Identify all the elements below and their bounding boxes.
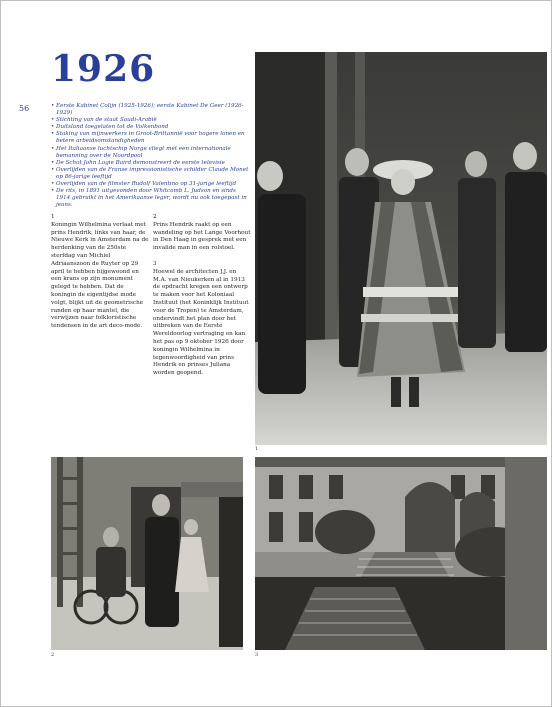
paragraph-text: Prins Hendrik raakt op een wandeling op het Lange Voorhout in Den Haag in gesprek met een invalide man in een rolstoel.: [153, 221, 251, 252]
photo-prince-wheelchair: [51, 457, 243, 650]
event-item: • Eerste Kabinet Colijn (1925-1926); eerste Kabinet De Geer (1926-1929): [51, 103, 251, 117]
paragraph-number: 1: [51, 214, 55, 220]
year-heading: 1926: [51, 48, 156, 90]
paragraph-text: Hoewel de architecten J.J. en M.A. van Nieukerken al in 1913 de opdracht kregen een ontwerp te maken voor het Koloniaal Instituut (het Koninklijk Instituut voor de Tropen) te Amsterdam, ondervindt het plan door het uitbreken van de Eerste Wereldoorlog vertraging en kan het pas op 9 oktober 1926 door koningin Wilhelmina in tegenwoordigheid van prins Hendrik en prinses Juliana worden geopend.: [153, 268, 249, 377]
text-column-left: [51, 214, 149, 339]
photo-koloniaal-instituut: [255, 457, 547, 650]
event-item: • De Schot John Logie Baird demonstreert de eerste televisie: [51, 160, 251, 167]
text-column-right: [153, 214, 251, 386]
event-item: • Overlijden van de Franse impressionistische schilder Claude Monet op 86-jarige leeftijd: [51, 167, 251, 181]
paragraph-number: 3: [153, 260, 157, 267]
paragraph-2: [153, 214, 251, 253]
event-item: • Het Italiaanse luchtschip Norge vliegt met een internationale bemanning over de Noordpool: [51, 146, 251, 160]
event-item: • Overlijden van de filmster Rudolf Valentino op 31-jarige leeftijd: [51, 181, 251, 188]
photo-caption-3: 3: [255, 652, 259, 658]
paragraph-1: [51, 214, 149, 331]
event-item: • Duitsland toegelaten tot de Volkenbond: [51, 124, 251, 131]
event-item: • Stichting van de staat Saudi-Arabië: [51, 117, 251, 124]
event-item: • Staking van mijnwerkers in Groot-Brittannië voor hogere lonen en betere arbeidsomstandigheden: [51, 131, 251, 145]
events-list: [51, 103, 251, 209]
paragraph-number: 2: [153, 214, 157, 220]
event-item: • De rits, in 1891 uitgevonden door Whitcomb L. Judson en sinds 1914 gebruikt in het Amerikaanse leger, wordt nu ook toegepast in jeans.: [51, 188, 251, 209]
photo-queen-leaving-church: [255, 52, 547, 445]
paragraph-3: [153, 261, 251, 378]
photo-caption-2: 2: [51, 652, 55, 658]
page-number: 56: [19, 104, 30, 113]
photo-caption-1: 1: [255, 446, 259, 452]
paragraph-text: Koningin Wilhelmina verlaat met prins Hendrik, links van haar, de Nieuwe Kerk in Amsterdam na de herdenking van de 250ste sterfdag van Michiel Adriaanszoon de Ruyter op 29 april te hebben bijgewoond en een krans op zijn monument gelegd te hebben. Dat de koningin de eigentijdse mode volgt, blijkt uit de geometrische randen op haar mantel, die verwijzen naar folkloristische tendensen in de art deco-mode.: [51, 221, 149, 330]
